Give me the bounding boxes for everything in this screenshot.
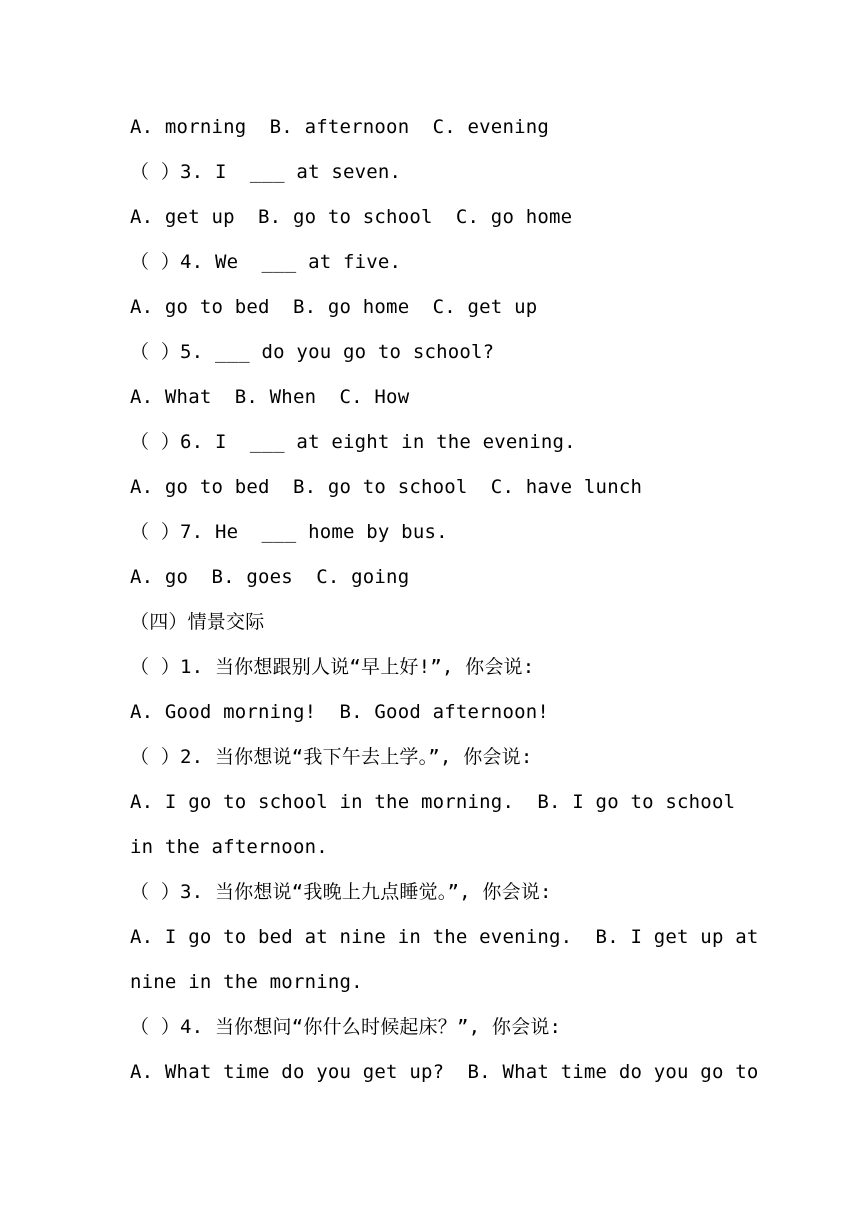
- s4-q4-options: A. What time do you get up? B. What time do you go to: [130, 1061, 759, 1083]
- s4-q3-options-cont: nine in the morning.: [130, 971, 363, 993]
- q3-question: （ ）3. I ___ at seven.: [130, 161, 402, 183]
- s4-q1-question: （ ）1. 当你想跟别人说“早上好!”, 你会说:: [130, 656, 535, 678]
- q4-options: A. go to bed B. go home C. get up: [130, 296, 538, 318]
- q6-question: （ ）6. I ___ at eight in the evening.: [130, 431, 576, 453]
- q2-options: A. morning B. afternoon C. evening: [130, 116, 550, 138]
- section-heading: （四）情景交际: [130, 611, 265, 633]
- s4-q4-question: （ ）4. 当你想问“你什么时候起床？”, 你会说:: [130, 1016, 562, 1038]
- s4-q2-question: （ ）2. 当你想说“我下午去上学。”, 你会说:: [130, 746, 533, 768]
- q5-options: A. What B. When C. How: [130, 386, 410, 408]
- q6-options: A. go to bed B. go to school C. have lunch: [130, 476, 643, 498]
- q5-question: （ ）5. ___ do you go to school?: [130, 341, 495, 363]
- s4-q1-options: A. Good morning! B. Good afternoon!: [130, 701, 550, 723]
- s4-q2-options-cont: in the afternoon.: [130, 836, 328, 858]
- q7-options: A. go B. goes C. going: [130, 566, 410, 588]
- q4-question: （ ）4. We ___ at five.: [130, 251, 402, 273]
- q7-question: （ ）7. He ___ home by bus.: [130, 521, 448, 543]
- s4-q3-question: （ ）3. 当你想说“我晚上九点睡觉。”, 你会说:: [130, 881, 552, 903]
- s4-q2-options: A. I go to school in the morning. B. I go to school: [130, 791, 736, 813]
- q3-options: A. get up B. go to school C. go home: [130, 206, 573, 228]
- s4-q3-options: A. I go to bed at nine in the evening. B. I get up at: [130, 926, 759, 948]
